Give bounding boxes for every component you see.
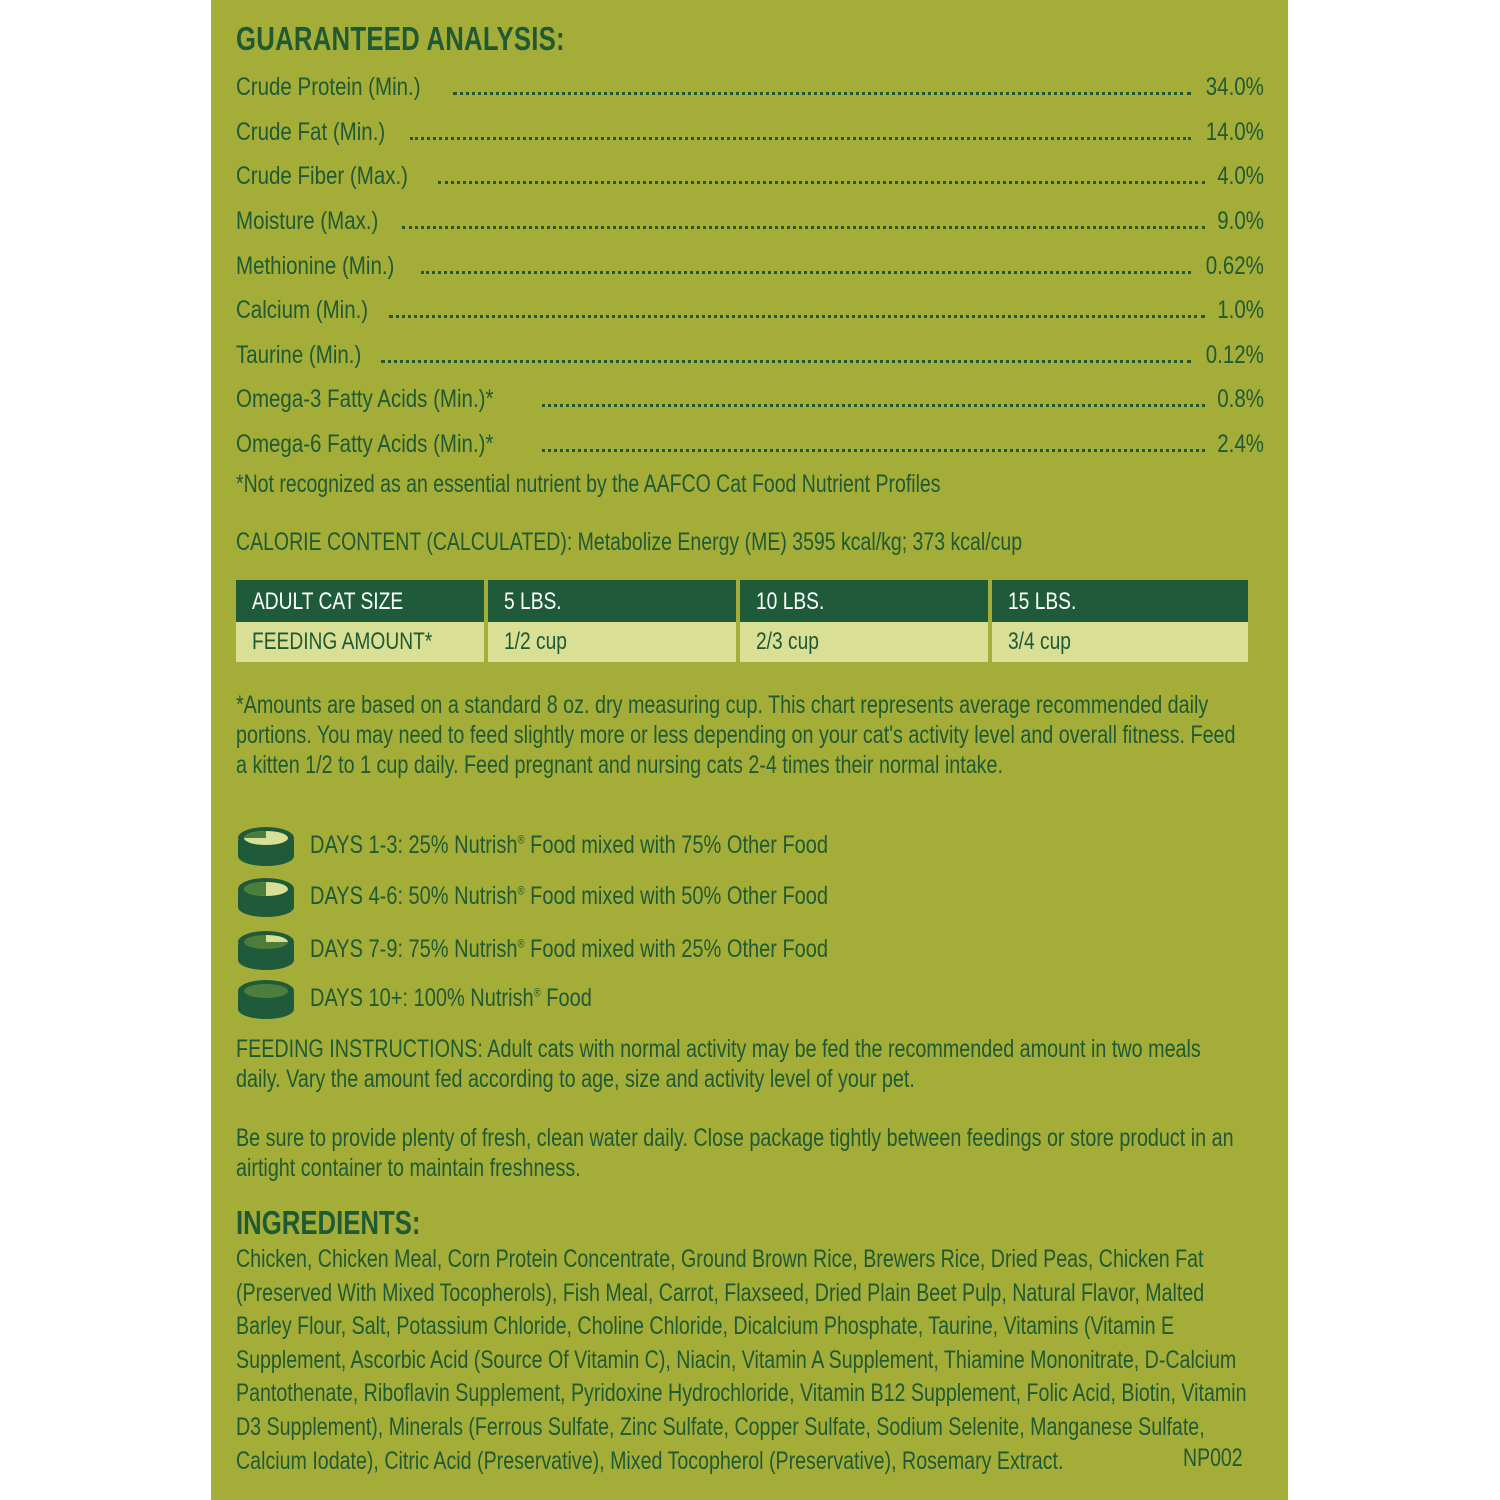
bowl-50-icon (236, 873, 296, 919)
transition-text: DAYS 1-3: 25% Nutrish® Food mixed with 75% Other Food (310, 830, 829, 859)
transition-text: DAYS 10+: 100% Nutrish® Food (310, 983, 592, 1012)
table-header-cell: 10 LBS. (740, 580, 988, 622)
analysis-label: Methionine (Min.) (236, 252, 395, 280)
leader-dots (453, 92, 1191, 95)
feeding-table (236, 580, 1244, 662)
analysis-row (236, 245, 1264, 281)
analysis-label: Crude Fiber (Max.) (236, 162, 409, 190)
analysis-value: 14.0% (1205, 118, 1264, 146)
transition-row (236, 873, 958, 919)
analysis-row (236, 155, 1264, 191)
analysis-row (236, 378, 1264, 414)
analysis-label: Omega-6 Fatty Acids (Min.)* (236, 430, 494, 458)
analysis-row (236, 111, 1264, 147)
table-cell: 3/4 cup (992, 622, 1248, 662)
leader-dots (542, 449, 1205, 452)
transition-row (236, 975, 662, 1021)
leader-dots (389, 315, 1205, 318)
table-header-cell: 5 LBS. (488, 580, 736, 622)
table-header-cell: ADULT CAT SIZE (236, 580, 484, 622)
guaranteed-analysis-title: GUARANTEED ANALYSIS: (236, 20, 565, 57)
transition-text: DAYS 7-9: 75% Nutrish® Food mixed with 25% Other Food (310, 934, 829, 963)
analysis-row (236, 423, 1264, 459)
analysis-label: Omega-3 Fatty Acids (Min.)* (236, 385, 494, 413)
analysis-row (236, 289, 1264, 325)
table-header-cell: 15 LBS. (992, 580, 1248, 622)
leader-dots (542, 404, 1205, 407)
table-cell: 1/2 cup (488, 622, 736, 662)
analysis-label: Crude Protein (Min.) (236, 73, 421, 101)
leader-dots (410, 137, 1191, 140)
analysis-value: 2.4% (1217, 430, 1264, 458)
analysis-value: 0.8% (1217, 385, 1264, 413)
analysis-value: 9.0% (1217, 207, 1264, 235)
analysis-label: Taurine (Min.) (236, 341, 362, 369)
transition-text: DAYS 4-6: 50% Nutrish® Food mixed with 50% Other Food (310, 881, 829, 910)
aafco-footnote: *Not recognized as an essential nutrient by the AAFCO Cat Food Nutrient Profiles (236, 470, 941, 498)
transition-row (236, 926, 958, 972)
leader-dots (421, 271, 1191, 274)
leader-dots (438, 181, 1205, 184)
table-cell: 2/3 cup (740, 622, 988, 662)
analysis-row (236, 66, 1264, 102)
amounts-note: *Amounts are based on a standard 8 oz. dry measuring cup. This chart represents average recommended daily portions. You may need to feed slightly more or less depending on your cat's activity level and overall fitness. Feed a kitten 1/2 to 1 cup daily. Feed pregnant and nursing cats 2-4 times their normal intake. (236, 691, 1236, 779)
analysis-row (236, 334, 1264, 370)
table-cell: FEEDING AMOUNT* (236, 622, 484, 662)
calorie-content: CALORIE CONTENT (CALCULATED): Metabolize Energy (ME) 3595 kcal/kg; 373 kcal/cup (236, 528, 1023, 556)
bowl-75-icon (236, 926, 296, 972)
product-code: NP002 (1183, 1444, 1243, 1472)
leader-dots (381, 360, 1191, 363)
analysis-value: 4.0% (1217, 162, 1264, 190)
analysis-label: Calcium (Min.) (236, 296, 369, 324)
analysis-value: 0.62% (1205, 252, 1264, 280)
ingredients-text: Chicken, Chicken Meal, Corn Protein Concentrate, Ground Brown Rice, Brewers Rice, Dried Peas, Chicken Fat (Preserved With Mixed Tocopherols), Fish Meal, Carrot, Flaxseed, Dried Plain Beet Pulp, Natural Flavor, Malted Barley Flour, Salt, Potassium Chloride, Choline Chloride, Dicalcium Phosphate, Taurine, Vitamins (Vitamin E Supplement, Ascorbic Acid (Source Of Vitamin C), Niacin, Vitamin A Supplement, Thiamine Mononitrate, D-Calcium Pantothenate, Riboflavin Supplement, Pyridoxine Hydrochloride, Vitamin B12 Supplement, Folic Acid, Biotin, Vitamin D3 Supplement), Minerals (Ferrous Sulfate, Zinc Sulfate, Copper Sulfate, Sodium Selenite, Manganese Sulfate, Calcium Iodate), Citric Acid (Preservative), Mixed Tocopherol (Preservative), Rosemary Extract. (236, 1245, 1247, 1475)
bowl-100-icon (236, 975, 296, 1021)
analysis-value: 34.0% (1205, 73, 1264, 101)
label-panel (211, 0, 1288, 1500)
analysis-label: Moisture (Max.) (236, 207, 379, 235)
water-note: Be sure to provide plenty of fresh, clean water daily. Close package tightly between feedings or store product in an airtight container to maintain freshness. (236, 1124, 1234, 1182)
analysis-label: Crude Fat (Min.) (236, 118, 386, 146)
transition-row (236, 822, 958, 868)
leader-dots (402, 226, 1205, 229)
feeding-instructions: FEEDING INSTRUCTIONS: Adult cats with normal activity may be fed the recommended amount in two meals daily. Vary the amount fed according to age, size and activity level of your pet. (236, 1035, 1201, 1093)
analysis-value: 1.0% (1217, 296, 1264, 324)
analysis-row (236, 200, 1264, 236)
ingredients-title: INGREDIENTS: (236, 1204, 421, 1241)
analysis-value: 0.12% (1205, 341, 1264, 369)
bowl-25-icon (236, 822, 296, 868)
